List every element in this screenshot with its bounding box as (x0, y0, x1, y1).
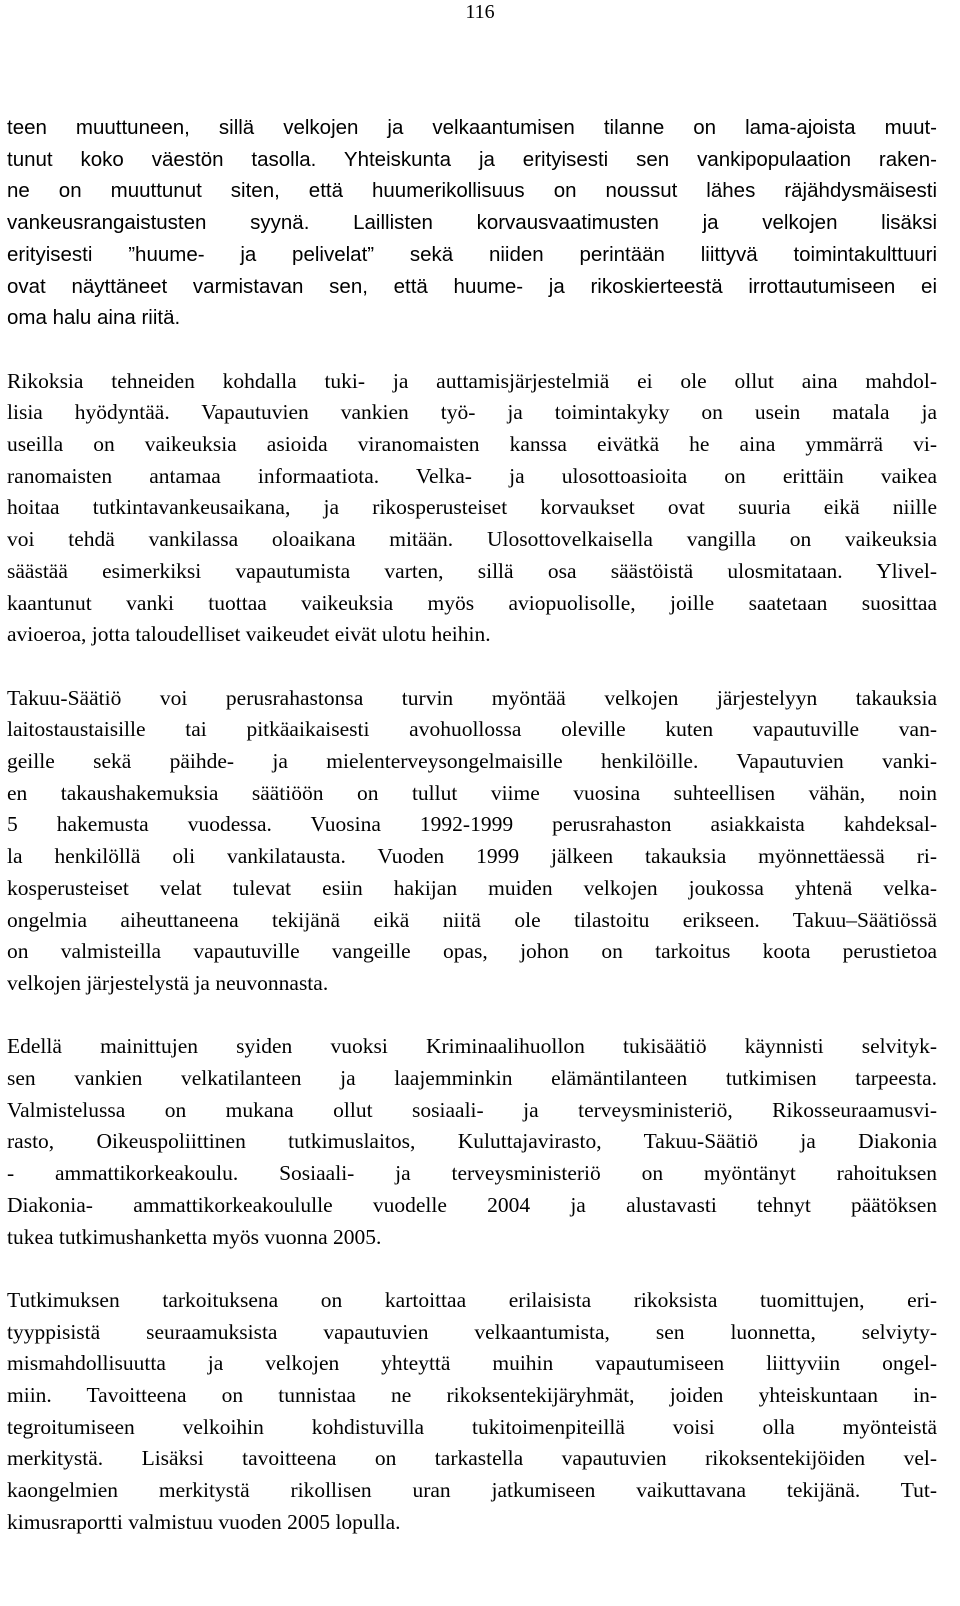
paragraph-spacer (7, 1000, 937, 1032)
text-line: - ammattikorkeakoulu. Sosiaali- ja terveysministeriö on myöntänyt rahoituksen (7, 1161, 937, 1186)
text-line: velkojen järjestelystä ja neuvonnasta. (7, 970, 329, 995)
text-line: ongelmia aiheuttaneena tekijänä eikä niitä ole tilastoitu erikseen. Takuu–Säätiössä (7, 907, 937, 932)
document-body (7, 112, 937, 1539)
paragraph-2 (7, 366, 937, 651)
text-line: ovat näyttäneet varmistavan sen, että huume- ja rikoskierteestä irrottautumiseen ei (7, 274, 937, 298)
text-line: tegroitumiseen velkoihin kohdistuvilla tukitoimenpiteillä voisi olla myönteistä (7, 1414, 937, 1439)
text-line: tunut koko väestön tasolla. Yhteiskunta ja erityisesti sen vankipopulaation raken- (7, 147, 937, 171)
text-line: Takuu-Säätiö voi perusrahastonsa turvin myöntää velkojen järjestelyyn takauksia (7, 685, 937, 710)
text-line: teen muuttuneen, sillä velkojen ja velkaantumisen tilanne on lama-ajoista muut- (7, 116, 937, 139)
text-line: on valmisteilla vapautuville vangeille opas, johon on tarkoitus koota perustietoa (7, 939, 937, 964)
paragraph-spacer (7, 1253, 937, 1285)
text-line: Valmistelussa on mukana ollut sosiaali- ja terveysministeriö, Rikosseuraamusvi- (7, 1097, 937, 1122)
text-line: avioeroa, jotta taloudelliset vaikeudet eivät ulotu heihin. (7, 622, 491, 647)
text-line: Edellä mainittujen syiden vuoksi Kriminaalihuollon tukisäätiö käynnisti selvityk- (7, 1034, 937, 1059)
text-line: laitostaustaisille tai pitkäaikaisesti avohuollossa oleville kuten vapautuville van- (7, 717, 937, 742)
text-line: kaongelmien merkitystä rikollisen uran jatkumiseen vaikuttavana tekijänä. Tut- (7, 1478, 937, 1503)
text-line: geille sekä päihde- ja mielenterveysongelmaisille henkilöille. Vapautuvien vanki- (7, 749, 937, 774)
text-line: tyyppisistä seuraamuksista vapautuvien velkaantumista, sen luonnetta, selviyty- (7, 1319, 937, 1344)
text-line: miin. Tavoitteena on tunnistaa ne rikoksentekijäryhmät, joiden yhteiskuntaan in- (7, 1383, 937, 1408)
paragraph-spacer (7, 651, 937, 683)
text-line: erityisesti ”huume- ja pelivelat” sekä niiden perintään liittyvä toimintakulttuuri (7, 242, 937, 266)
text-line: Diakonia- ammattikorkeakoululle vuodelle 2004 ja alustavasti tehnyt päätöksen (7, 1192, 937, 1217)
paragraph-spacer (7, 334, 937, 366)
text-line: useilla on vaikeuksia asioida viranomaisten kanssa eivätkä he aina ymmärrä vi- (7, 432, 937, 457)
text-line: 5 hakemusta vuodessa. Vuosina 1992-1999 perusrahaston asiakkaista kahdeksal- (7, 812, 937, 837)
text-line: merkitystä. Lisäksi tavoitteena on tarkastella vapautuvien rikoksentekijöiden vel- (7, 1446, 937, 1471)
text-line: Rikoksia tehneiden kohdalla tuki- ja auttamisjärjestelmiä ei ole ollut aina mahdol- (7, 368, 937, 393)
text-line: mismahdollisuutta ja velkojen yhteyttä muihin vapautumiseen liittyviin ongel- (7, 1351, 937, 1376)
page-number: 116 (465, 1, 495, 23)
text-line: kimusraportti valmistuu vuoden 2005 lopulla. (7, 1509, 401, 1534)
text-line: kosperusteiset velat tulevat esiin hakijan muiden velkojen joukossa yhtenä velka- (7, 875, 937, 900)
text-line: tukea tutkimushanketta myös vuonna 2005. (7, 1224, 382, 1249)
text-line: en takaushakemuksia säätiöön on tullut viime vuosina suhteellisen vähän, noin (7, 780, 937, 805)
text-line: hoitaa tutkintavankeusaikana, ja rikosperusteiset korvaukset ovat suuria eikä niille (7, 495, 937, 520)
paragraph-1 (7, 112, 937, 334)
paragraph-5 (7, 1285, 937, 1539)
text-line: sen vankien velkatilanteen ja laajemminkin elämäntilanteen tutkimisen tarpeesta. (7, 1066, 937, 1091)
text-line: oma halu aina riitä. (7, 306, 181, 330)
text-line: vankeusrangaistusten syynä. Laillisten korvausvaatimusten ja velkojen lisäksi (7, 211, 937, 235)
paragraph-3 (7, 683, 937, 1000)
text-line: kaantunut vanki tuottaa vaikeuksia myös aviopuolisolle, joille saatetaan suosittaa (7, 590, 937, 615)
text-line: ranomaisten antamaa informaatiota. Velka- ja ulosottoasioita on erittäin vaikea (7, 463, 937, 488)
text-line: la henkilöllä oli vankilatausta. Vuoden 1999 jälkeen takauksia myönnettäessä ri- (7, 844, 937, 869)
text-line: rasto, Oikeuspoliittinen tutkimuslaitos, Kuluttajavirasto, Takuu-Säätiö ja Diakonia (7, 1129, 937, 1154)
text-line: lisia hyödyntää. Vapautuvien vankien työ- ja toimintakyky on usein matala ja (7, 400, 937, 425)
text-line: Tutkimuksen tarkoituksena on kartoittaa erilaisista rikoksista tuomittujen, eri- (7, 1287, 937, 1312)
text-line: säästää esimerkiksi vapautumista varten, sillä osa säästöistä ulosmitataan. Ylivel- (7, 558, 937, 583)
paragraph-4 (7, 1031, 937, 1253)
text-line: ne on muuttunut siten, että huumerikollisuus on noussut lähes räjähdysmäisesti (7, 179, 937, 203)
text-line: voi tehdä vankilassa oloaikana mitään. Ulosottovelkaisella vangilla on vaikeuksia (7, 527, 937, 552)
